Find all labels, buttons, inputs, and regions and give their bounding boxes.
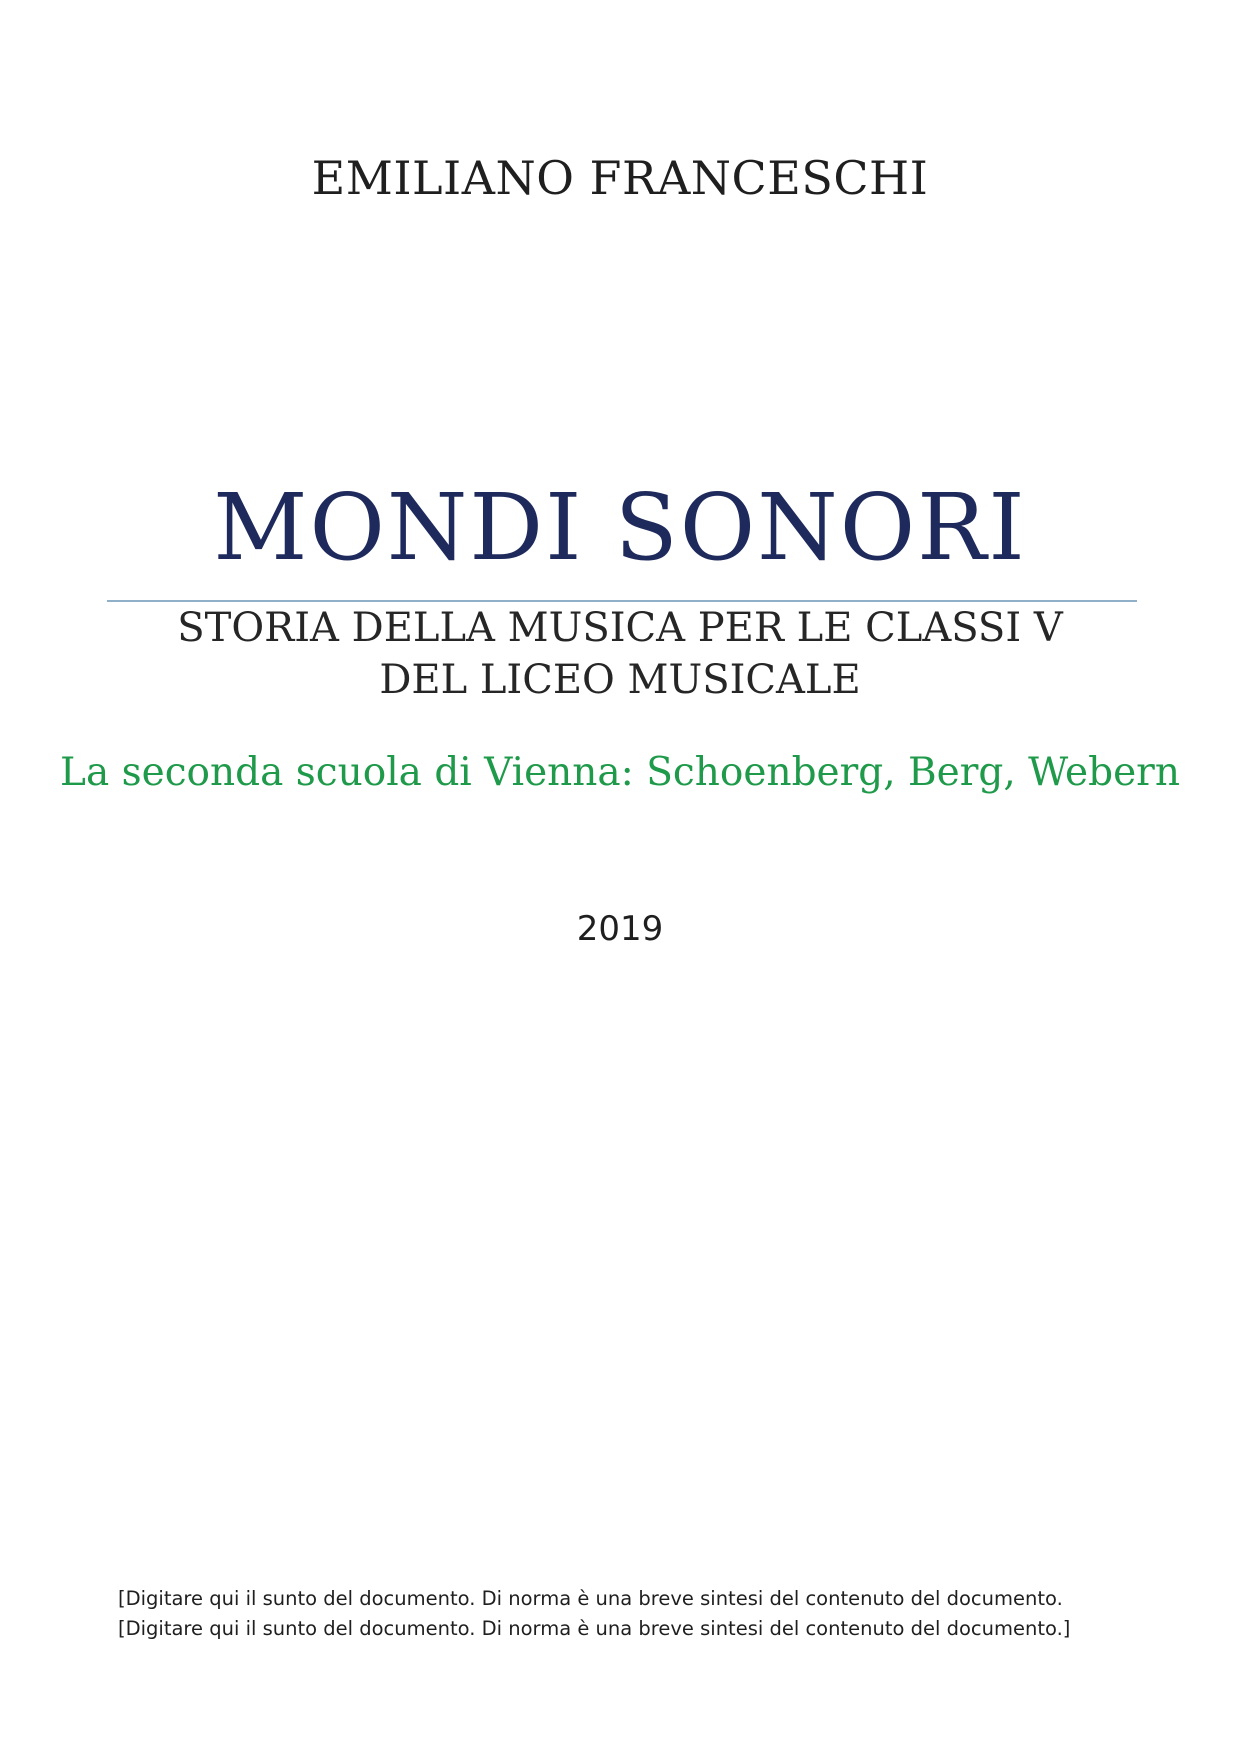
document-subtitle: STORIA DELLA MUSICA PER LE CLASSI V DEL LICEO MUSICALE bbox=[177, 605, 1063, 703]
author-name: EMILIANO FRANCESCHI bbox=[311, 151, 929, 205]
document-year: 2019 bbox=[576, 909, 664, 949]
document-topic: La seconda scuola di Vienna: Schoenberg, Berg, Webern bbox=[60, 750, 1180, 795]
document-abstract: [Digitare qui il sunto del documento. Di norma è una breve sintesi del contenuto del documento. [Digitare qui il sunto del documento. Di norma è una breve sintesi del contenuto del documento.] bbox=[118, 1587, 1071, 1640]
document-title: MONDI SONORI bbox=[213, 474, 1027, 581]
